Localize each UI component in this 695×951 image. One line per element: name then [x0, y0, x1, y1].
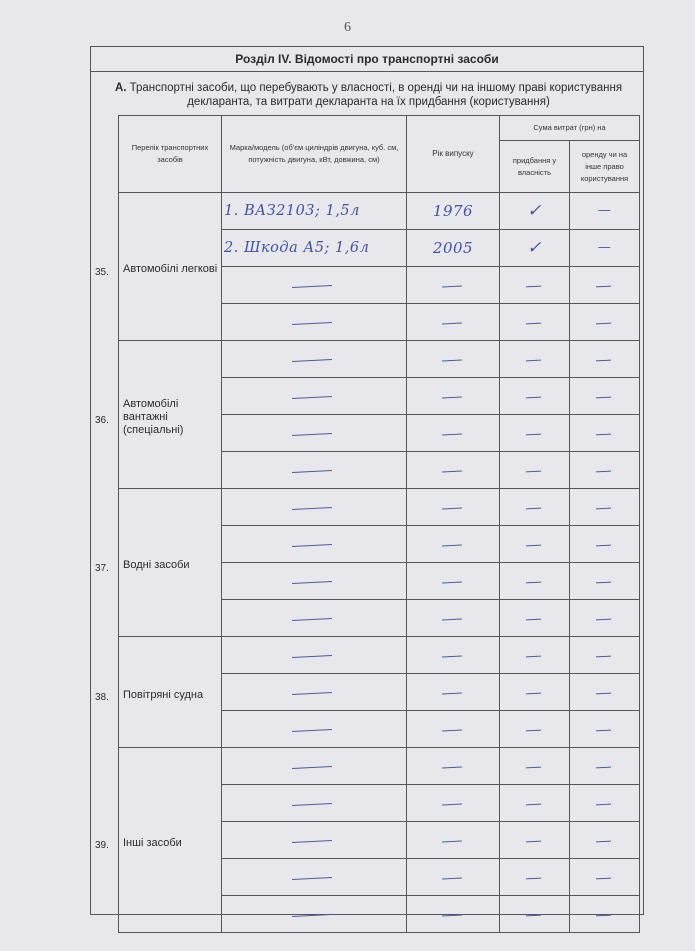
- handwritten-dash: [222, 378, 406, 414]
- cell-model: [222, 341, 407, 378]
- cell-model: [222, 711, 407, 748]
- header-list: Перелік транспортних засобів: [119, 116, 222, 193]
- vehicles-body: [95, 193, 640, 933]
- cell-rent: [570, 452, 640, 489]
- handwritten-dash: [222, 748, 406, 784]
- handwritten-dash: [407, 304, 499, 340]
- cell-year: [407, 526, 500, 563]
- cell-rent: [570, 822, 640, 859]
- handwritten-dash: [407, 489, 499, 525]
- handwritten-dash: [222, 896, 406, 932]
- page-number: 6: [344, 20, 351, 35]
- handwritten-model: 1. ВАЗ2103; 1,5л: [224, 203, 360, 219]
- cell-model: [222, 859, 407, 896]
- cell-purchase: [500, 822, 570, 859]
- cell-model: [222, 748, 407, 785]
- cell-rent: [570, 859, 640, 896]
- header-model: Марка/модель (об'єм циліндрів двигуна, куб. см, потужність двигуна, кВт, довжина, см): [222, 116, 407, 193]
- cell-rent: [570, 230, 640, 267]
- cell-year: [407, 896, 500, 933]
- handwritten-dash: [570, 785, 639, 821]
- cell-purchase: [500, 267, 570, 304]
- handwritten-dash: [407, 711, 499, 747]
- handwritten-purchase: ✓: [527, 201, 542, 221]
- handwritten-dash: [570, 637, 639, 673]
- header-rent: оренду чи на інше право користування: [570, 141, 640, 193]
- table-row: [119, 748, 640, 785]
- handwritten-dash: [570, 526, 639, 562]
- cell-purchase: [500, 489, 570, 526]
- cell-year: [407, 563, 500, 600]
- handwritten-rent: —: [597, 203, 612, 218]
- handwritten-dash: [222, 563, 406, 599]
- cell-purchase: [500, 452, 570, 489]
- header-year: Рік випуску: [407, 116, 500, 193]
- handwritten-dash: [570, 600, 639, 636]
- cell-rent: [570, 341, 640, 378]
- handwritten-dash: [222, 600, 406, 636]
- cell-year: [407, 822, 500, 859]
- handwritten-dash: [500, 267, 569, 303]
- cell-year: [407, 600, 500, 637]
- category-cell: [95, 637, 222, 748]
- cell-rent: [570, 489, 640, 526]
- category-label: Автомобілі легкові: [123, 263, 218, 275]
- category-cell: [95, 748, 222, 933]
- cell-model: [222, 822, 407, 859]
- cell-rent: [570, 526, 640, 563]
- cell-purchase: [500, 711, 570, 748]
- handwritten-dash: [407, 822, 499, 858]
- handwritten-dash: [500, 674, 569, 710]
- cell-year: [407, 489, 500, 526]
- handwritten-dash: [500, 785, 569, 821]
- cell-year: [407, 378, 500, 415]
- cell-year: [407, 748, 500, 785]
- handwritten-year: 2005: [432, 239, 474, 257]
- cell-purchase: [500, 378, 570, 415]
- cell-model: [222, 674, 407, 711]
- handwritten-dash: [500, 896, 569, 932]
- cell-model: [222, 193, 407, 230]
- cell-rent: [570, 785, 640, 822]
- cell-model: [222, 452, 407, 489]
- handwritten-dash: [222, 341, 406, 377]
- handwritten-dash: [222, 674, 406, 710]
- cell-year: [407, 193, 500, 230]
- handwritten-dash: [222, 822, 406, 858]
- cell-model: [222, 563, 407, 600]
- handwritten-dash: [222, 415, 406, 451]
- handwritten-dash: [570, 415, 639, 451]
- handwritten-dash: [570, 267, 639, 303]
- category-number: 38.: [95, 692, 109, 703]
- handwritten-model: 2. Шкода А5; 1,6л: [224, 240, 370, 256]
- section-title: Розділ IV. Відомості про транспортні засоби: [91, 47, 643, 72]
- handwritten-dash: [500, 637, 569, 673]
- handwritten-dash: [222, 859, 406, 895]
- handwritten-dash: [570, 822, 639, 858]
- handwritten-dash: [407, 748, 499, 784]
- section-subtitle: [101, 81, 636, 109]
- cell-model: [222, 526, 407, 563]
- table-row: [119, 489, 640, 526]
- table-row: [119, 193, 640, 230]
- cell-rent: [570, 563, 640, 600]
- handwritten-dash: [500, 489, 569, 525]
- handwritten-dash: [407, 378, 499, 414]
- handwritten-dash: [500, 378, 569, 414]
- handwritten-dash: [407, 674, 499, 710]
- category-number: 37.: [95, 562, 109, 574]
- cell-rent: [570, 711, 640, 748]
- handwritten-dash: [570, 378, 639, 414]
- cell-rent: [570, 748, 640, 785]
- cell-model: [222, 267, 407, 304]
- handwritten-dash: [222, 637, 406, 673]
- category-cell: [95, 193, 222, 341]
- cell-purchase: [500, 304, 570, 341]
- handwritten-dash: [407, 563, 499, 599]
- handwritten-dash: [222, 711, 406, 747]
- cell-model: [222, 785, 407, 822]
- cell-rent: [570, 304, 640, 341]
- cell-year: [407, 859, 500, 896]
- cell-year: [407, 674, 500, 711]
- category-label: Автомобілі вантажні (спеціальні): [123, 398, 184, 436]
- cell-year: [407, 452, 500, 489]
- handwritten-dash: [407, 341, 499, 377]
- cell-rent: [570, 674, 640, 711]
- category-cell: [95, 489, 222, 637]
- handwritten-dash: [570, 748, 639, 784]
- handwritten-dash: [407, 859, 499, 895]
- handwritten-dash: [222, 785, 406, 821]
- cell-rent: [570, 637, 640, 674]
- cell-purchase: [500, 341, 570, 378]
- handwritten-dash: [500, 304, 569, 340]
- cell-year: [407, 785, 500, 822]
- cell-rent: [570, 378, 640, 415]
- subtitle-line1: Транспортні засоби, що перебувають у власності, в оренді чи на іншому праві користування: [129, 82, 623, 94]
- table-row: [119, 341, 640, 378]
- cell-year: [407, 230, 500, 267]
- cell-rent: [570, 896, 640, 933]
- section-frame: [90, 46, 644, 915]
- cell-rent: [570, 600, 640, 637]
- cell-model: [222, 415, 407, 452]
- cell-rent: [570, 415, 640, 452]
- cell-purchase: [500, 859, 570, 896]
- cell-purchase: [500, 748, 570, 785]
- category-label: Інші засоби: [123, 836, 182, 849]
- cell-rent: [570, 193, 640, 230]
- handwritten-dash: [222, 489, 406, 525]
- handwritten-dash: [570, 563, 639, 599]
- handwritten-dash: [500, 859, 569, 895]
- handwritten-rent: —: [597, 240, 612, 255]
- handwritten-dash: [570, 304, 639, 340]
- cell-purchase: [500, 600, 570, 637]
- handwritten-dash: [407, 600, 499, 636]
- cell-purchase: [500, 193, 570, 230]
- handwritten-dash: [570, 452, 639, 488]
- handwritten-dash: [222, 452, 406, 488]
- cell-year: [407, 637, 500, 674]
- handwritten-dash: [500, 526, 569, 562]
- handwritten-dash: [407, 785, 499, 821]
- subtitle-line2: декларанта, та витрати декларанта на їх придбання (користування): [187, 96, 550, 108]
- cell-model: [222, 896, 407, 933]
- handwritten-dash: [407, 267, 499, 303]
- table-row: [119, 637, 640, 674]
- cell-year: [407, 304, 500, 341]
- handwritten-dash: [222, 304, 406, 340]
- cell-year: [407, 711, 500, 748]
- header-purchase: придбання у власність: [500, 141, 570, 193]
- cell-purchase: [500, 674, 570, 711]
- handwritten-year: 1976: [432, 202, 474, 220]
- handwritten-dash: [570, 341, 639, 377]
- cell-model: [222, 489, 407, 526]
- handwritten-dash: [407, 415, 499, 451]
- cell-purchase: [500, 637, 570, 674]
- handwritten-dash: [222, 267, 406, 303]
- handwritten-dash: [407, 896, 499, 932]
- cell-purchase: [500, 785, 570, 822]
- cell-model: [222, 637, 407, 674]
- header-sum: Сума витрат (грн) на: [500, 116, 640, 141]
- handwritten-dash: [570, 489, 639, 525]
- handwritten-dash: [407, 452, 499, 488]
- handwritten-dash: [570, 711, 639, 747]
- cell-purchase: [500, 230, 570, 267]
- handwritten-dash: [500, 415, 569, 451]
- handwritten-dash: [500, 600, 569, 636]
- category-number: 39.: [95, 840, 109, 851]
- handwritten-dash: [500, 822, 569, 858]
- category-label: Водні засоби: [123, 559, 190, 571]
- vehicles-table: [95, 115, 640, 933]
- cell-year: [407, 341, 500, 378]
- cell-model: [222, 378, 407, 415]
- handwritten-dash: [570, 859, 639, 895]
- cell-model: [222, 230, 407, 267]
- handwritten-dash: [500, 452, 569, 488]
- category-number: 36.: [95, 414, 109, 426]
- handwritten-dash: [222, 526, 406, 562]
- cell-purchase: [500, 526, 570, 563]
- handwritten-dash: [500, 711, 569, 747]
- category-number: 35.: [95, 266, 109, 278]
- handwritten-dash: [500, 563, 569, 599]
- cell-year: [407, 415, 500, 452]
- handwritten-dash: [500, 341, 569, 377]
- handwritten-purchase: ✓: [527, 238, 542, 258]
- handwritten-dash: [570, 896, 639, 932]
- handwritten-dash: [570, 674, 639, 710]
- cell-purchase: [500, 415, 570, 452]
- handwritten-dash: [500, 748, 569, 784]
- subtitle-letter: А.: [114, 82, 127, 94]
- cell-model: [222, 600, 407, 637]
- cell-rent: [570, 267, 640, 304]
- handwritten-dash: [407, 637, 499, 673]
- handwritten-dash: [407, 526, 499, 562]
- category-cell: [95, 341, 222, 489]
- cell-year: [407, 267, 500, 304]
- cell-purchase: [500, 563, 570, 600]
- cell-purchase: [500, 896, 570, 933]
- cell-model: [222, 304, 407, 341]
- category-label: Повітряні судна: [123, 688, 204, 701]
